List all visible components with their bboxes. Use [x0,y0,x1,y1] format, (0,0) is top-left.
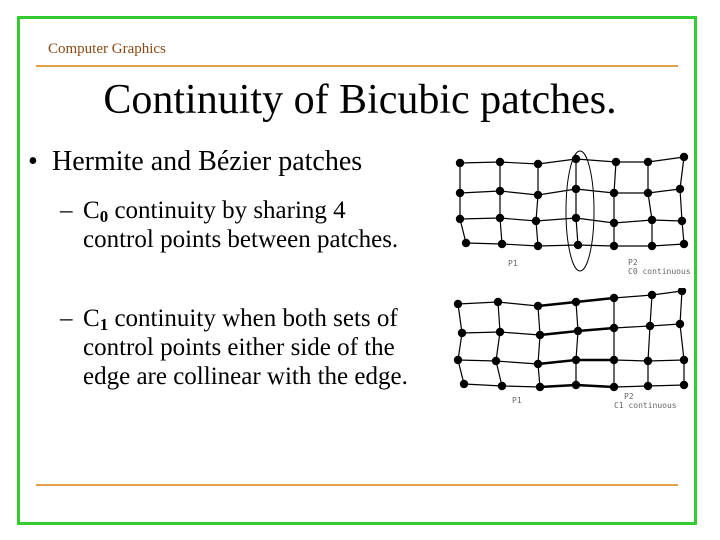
control-point [458,329,466,337]
mesh-edge [500,332,540,335]
control-point [574,327,582,335]
sub-item-c1 [60,304,430,391]
mesh-edge [680,157,684,189]
slide-title: Continuity of Bicubic patches. [103,77,617,123]
mesh-edge [500,218,536,221]
mesh-edge [614,162,616,193]
control-point [646,322,654,330]
mesh-edge [578,328,614,331]
continuity-letter: C [83,305,100,332]
mesh-edge [648,189,680,193]
control-point [498,382,506,390]
continuity-subscript: 1 [99,315,109,334]
control-point [534,160,542,168]
control-point [572,214,580,222]
control-point [644,357,652,365]
sub-item-text: continuity when both sets of control points either side of the edge are collinear with the edge. [83,305,408,390]
mesh-edge [614,220,652,223]
control-point [492,357,500,365]
mesh-edge [498,302,500,332]
mesh-edge [576,385,614,387]
continuity-subscript: 0 [99,207,109,226]
mesh-edge [538,306,540,335]
control-point [680,240,688,248]
control-point [498,240,506,248]
mesh-edge [576,331,578,360]
mesh-edge [576,218,614,223]
mesh-edge [498,302,538,306]
mesh-edge [680,324,684,360]
patch-label-p1: P1 [512,396,522,405]
mesh-edge [502,386,540,387]
mesh-edge [680,291,682,324]
mesh-edge [648,326,650,361]
header-label: Computer Graphics [48,41,166,57]
control-point [680,356,688,364]
control-point [456,189,464,197]
mesh-edge [538,245,578,246]
mesh-edge [460,162,500,163]
sub-item-dash: – [60,305,73,332]
control-point [678,217,686,225]
control-point [572,381,580,389]
control-point [612,158,620,166]
patch-label-p2: P2 [624,392,634,401]
sub-item-c0 [60,196,400,254]
control-point [676,320,684,328]
control-point [644,382,652,390]
mesh-edge [538,159,576,164]
c1-patch-diagram [448,288,698,413]
control-point [496,214,504,222]
mesh-edge [648,360,684,361]
mesh-edge [614,386,648,387]
mesh-edge [464,384,502,386]
mesh-edge [460,218,500,219]
mesh-edge [652,291,682,295]
mesh-edge [650,324,680,326]
mesh-edge [680,189,682,221]
control-point [496,328,504,336]
mesh-edge [648,157,684,162]
patch-label-p2: P2 [628,258,638,267]
control-point [496,158,504,166]
mesh-edge [458,304,462,333]
mesh-edge [460,191,500,193]
control-point [454,300,462,308]
control-point [648,216,656,224]
top-divider [36,65,678,67]
control-point [644,158,652,166]
mesh-edge [576,302,578,331]
continuity-caption: C0 continuous [628,267,691,275]
bullet-item [28,146,362,178]
control-point [678,288,686,295]
c0-patch-diagram [448,145,698,275]
mesh-edge [458,360,496,361]
control-point [460,380,468,388]
control-point-grid [454,288,688,391]
control-point [610,324,618,332]
mesh-edge [576,189,614,193]
mesh-edge [652,244,684,246]
control-point [456,159,464,167]
continuity-letter: C [83,197,100,224]
mesh-edge [540,385,576,387]
mesh-edge [578,245,614,246]
patch-label-p1: P1 [508,259,518,268]
control-point [610,294,618,302]
control-point [610,242,618,250]
control-point [648,242,656,250]
control-point [534,360,542,368]
mesh-edge [496,332,500,361]
control-point [496,187,504,195]
mesh-edge [538,360,576,364]
mesh-edge [500,191,538,195]
mesh-edge [650,295,652,326]
mesh-edge [462,332,500,333]
control-point [610,356,618,364]
control-point [676,185,684,193]
control-point [572,356,580,364]
mesh-edge [652,220,682,221]
control-point [644,189,652,197]
control-point [572,298,580,306]
control-point [536,383,544,391]
control-point [494,298,502,306]
control-point [462,239,470,247]
mesh-edge [500,162,538,164]
control-point [680,153,688,161]
control-point [536,331,544,339]
control-point [534,191,542,199]
mesh-edge [614,360,648,361]
control-point [572,185,580,193]
sub-item-text: continuity by sharing 4 control points between patches. [83,197,399,253]
mesh-edge [648,385,684,386]
control-point [610,189,618,197]
control-point [534,302,542,310]
mesh-edge [502,244,538,246]
mesh-edge [614,295,652,298]
mesh-edge [540,331,578,335]
continuity-caption: C1 continuous [614,401,677,410]
control-point [574,241,582,249]
mesh-edge [536,218,576,221]
bullet-dot: • [28,146,38,177]
sub-item-dash: – [60,197,73,224]
mesh-edge [538,335,540,364]
control-point [534,242,542,250]
mesh-edge [466,243,502,244]
mesh-edge [496,361,538,364]
mesh-edge [538,302,576,306]
control-point [454,356,462,364]
mesh-edge [576,159,616,162]
control-point [456,215,464,223]
mesh-edge [614,326,650,328]
mesh-edge [576,298,614,302]
mesh-edge [458,302,498,304]
control-point [610,383,618,391]
bottom-divider [36,484,678,486]
control-point-grid [456,153,688,250]
control-point [532,217,540,225]
control-point [648,291,656,299]
bullet-text: Hermite and Bézier patches [52,146,363,177]
shared-edge-highlight [566,151,594,271]
control-point [680,381,688,389]
control-point [610,219,618,227]
mesh-edge [538,189,576,195]
